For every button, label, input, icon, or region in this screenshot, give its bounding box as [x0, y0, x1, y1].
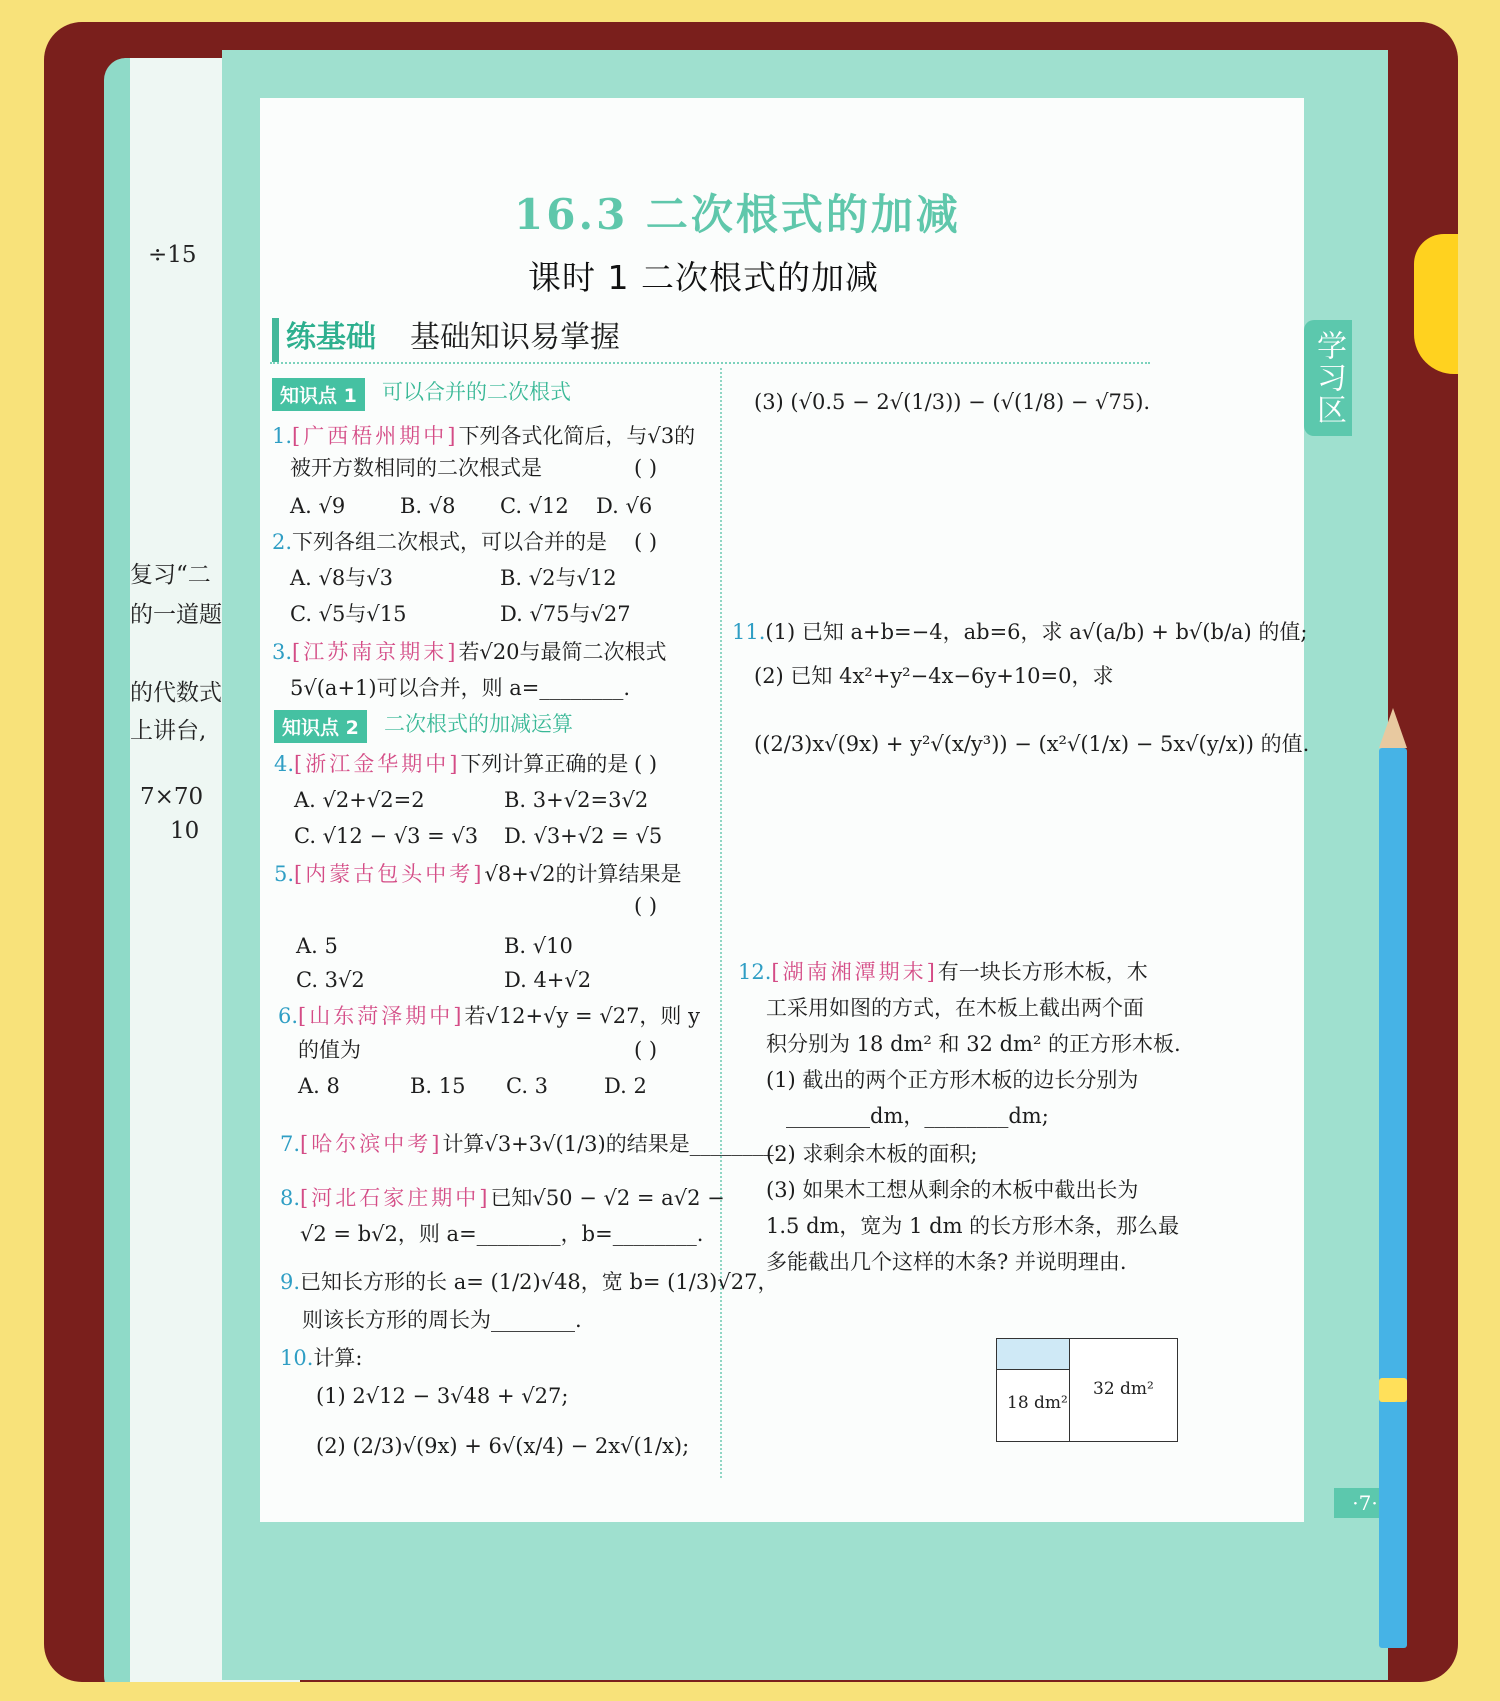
option: B. √2与√12	[500, 566, 617, 590]
option: A. 8	[298, 1074, 340, 1098]
question-9-stem: 则该长方形的周长为________.	[302, 1308, 582, 1332]
pencil-tip	[1379, 708, 1407, 748]
page-content	[260, 98, 1310, 1522]
large-square-label: 32 dm²	[1093, 1379, 1154, 1399]
option: D. 2	[604, 1074, 647, 1098]
answer-paren: ( )	[634, 456, 658, 480]
option: B. √8	[400, 494, 456, 518]
section-title: 16.3 二次根式的加减	[514, 190, 961, 239]
question-1: 1.[广西梧州期中]下列各式化简后，与√3的	[272, 424, 696, 448]
left-fragment: 上讲台,	[130, 718, 207, 744]
column-divider	[720, 368, 722, 1478]
leftover-strip	[997, 1339, 1070, 1370]
option: C. √12 − √3 = √3	[294, 824, 479, 848]
question-8: 8.[河北石家庄期中]已知√50 − √2 = a√2 −	[280, 1186, 725, 1210]
question-11-part: (2) 已知 4x²+y²−4x−6y+10=0，求	[754, 664, 1114, 688]
option: D. √6	[596, 494, 653, 518]
diagram-divider	[1069, 1339, 1070, 1441]
pencil-body	[1379, 748, 1407, 1648]
question-10-part: (3) (√0.5 − 2√(1/3)) − (√(1/8) − √75).	[754, 390, 1151, 414]
banner-mark	[272, 318, 279, 362]
banner-divider	[270, 362, 1150, 364]
question-1-stem: 被开方数相同的二次根式是	[290, 456, 542, 480]
option: A. 5	[296, 934, 338, 958]
left-fragment: 10	[170, 818, 200, 844]
option: A. √2+√2=2	[294, 788, 425, 812]
option: C. √12	[500, 494, 569, 518]
question-12-line: (3) 如果木工想从剩余的木板中截出长为	[766, 1178, 1139, 1202]
board-diagram	[996, 1338, 1178, 1442]
knowledge-title: 可以合并的二次根式	[382, 380, 571, 404]
study-area-tab: 学习区	[1304, 320, 1352, 436]
question-10: 10.计算:	[280, 1346, 363, 1370]
left-fragment: 复习“二	[130, 562, 211, 588]
option: C. 3√2	[296, 968, 365, 992]
flower-decoration	[1414, 234, 1458, 374]
textbook-page	[222, 50, 1388, 1680]
question-12-line: ________dm，________dm;	[786, 1104, 1049, 1128]
question-8-stem: √2 = b√2，则 a=________，b=________.	[300, 1222, 704, 1246]
left-fragment: 的代数式	[130, 680, 222, 706]
banner-label: 练基础	[286, 320, 376, 355]
option: B. 15	[410, 1074, 466, 1098]
question-12-line: 工采用如图的方式，在木板上截出两个面	[766, 996, 1144, 1020]
option: B. √10	[504, 934, 573, 958]
question-2: 2.下列各组二次根式，可以合并的是	[272, 530, 608, 554]
question-11: 11.(1) 已知 a+b=−4，ab=6，求 a√(a/b) + b√(b/a) 的值;	[732, 620, 1308, 644]
question-7: 7.[哈尔滨中考]计算√3+3√(1/3)的结果是________.	[280, 1132, 781, 1156]
option: C. 3	[506, 1074, 549, 1098]
question-12-line: (2) 求剩余木板的面积;	[766, 1142, 978, 1166]
question-9: 9.已知长方形的长 a= (1/2)√48，宽 b= (1/3)√27，	[280, 1270, 779, 1294]
question-3-stem: 5√(a+1)可以合并，则 a=________.	[290, 676, 631, 700]
option: D. √75与√27	[500, 602, 631, 626]
option: A. √9	[290, 494, 346, 518]
lesson-title: 课时 1 二次根式的加减	[528, 258, 879, 297]
option: B. 3+√2=3√2	[504, 788, 649, 812]
question-4: 4.[浙江金华期中]下列计算正确的是	[274, 752, 629, 776]
page-number: ·7·	[1334, 1488, 1396, 1518]
question-12-line: 多能截出几个这样的木条? 并说明理由.	[766, 1250, 1127, 1274]
question-11-part: ((2/3)x√(9x) + y²√(x/y³)) − (x²√(1/x) − 5x√(y/x)) 的值.	[754, 732, 1310, 756]
knowledge-tag: 知识点 2	[274, 710, 367, 743]
question-10-part: (2) (2/3)√(9x) + 6√(x/4) − 2x√(1/x);	[316, 1434, 690, 1458]
knowledge-title: 二次根式的加减运算	[384, 712, 573, 736]
question-10-part: (1) 2√12 − 3√48 + √27;	[316, 1384, 569, 1408]
question-12-line: 1.5 dm，宽为 1 dm 的长方形木条，那么最	[766, 1214, 1180, 1238]
question-6: 6.[山东菏泽期中]若√12+√y = √27，则 y	[278, 1004, 700, 1028]
knowledge-tag: 知识点 1	[272, 378, 365, 411]
question-12-line: 积分别为 18 dm² 和 32 dm² 的正方形木板.	[766, 1032, 1181, 1056]
question-6-stem: 的值为	[298, 1038, 361, 1062]
answer-paren: ( )	[634, 1038, 658, 1062]
question-12-line: (1) 截出的两个正方形木板的边长分别为	[766, 1068, 1139, 1092]
photo-scene	[44, 22, 1458, 1682]
question-12: 12.[湖南湘潭期末]有一块长方形木板，木	[738, 960, 1148, 984]
answer-paren: ( )	[634, 894, 658, 918]
answer-paren: ( )	[634, 530, 658, 554]
option: D. √3+√2 = √5	[504, 824, 663, 848]
option: D. 4+√2	[504, 968, 592, 992]
option: A. √8与√3	[290, 566, 394, 590]
banner-subtitle: 基础知识易掌握	[410, 320, 620, 355]
answer-paren: ( )	[634, 752, 658, 776]
pencil-band	[1379, 1378, 1407, 1402]
small-square-label: 18 dm²	[1007, 1393, 1068, 1413]
option: C. √5与√15	[290, 602, 407, 626]
left-fragment: 的一道题	[130, 602, 222, 628]
question-3: 3.[江苏南京期末]若√20与最简二次根式	[272, 640, 667, 664]
left-fragment: ÷15	[148, 242, 197, 268]
question-5: 5.[内蒙古包头中考]√8+√2的计算结果是	[274, 862, 682, 886]
left-fragment: 7×70	[140, 784, 204, 810]
